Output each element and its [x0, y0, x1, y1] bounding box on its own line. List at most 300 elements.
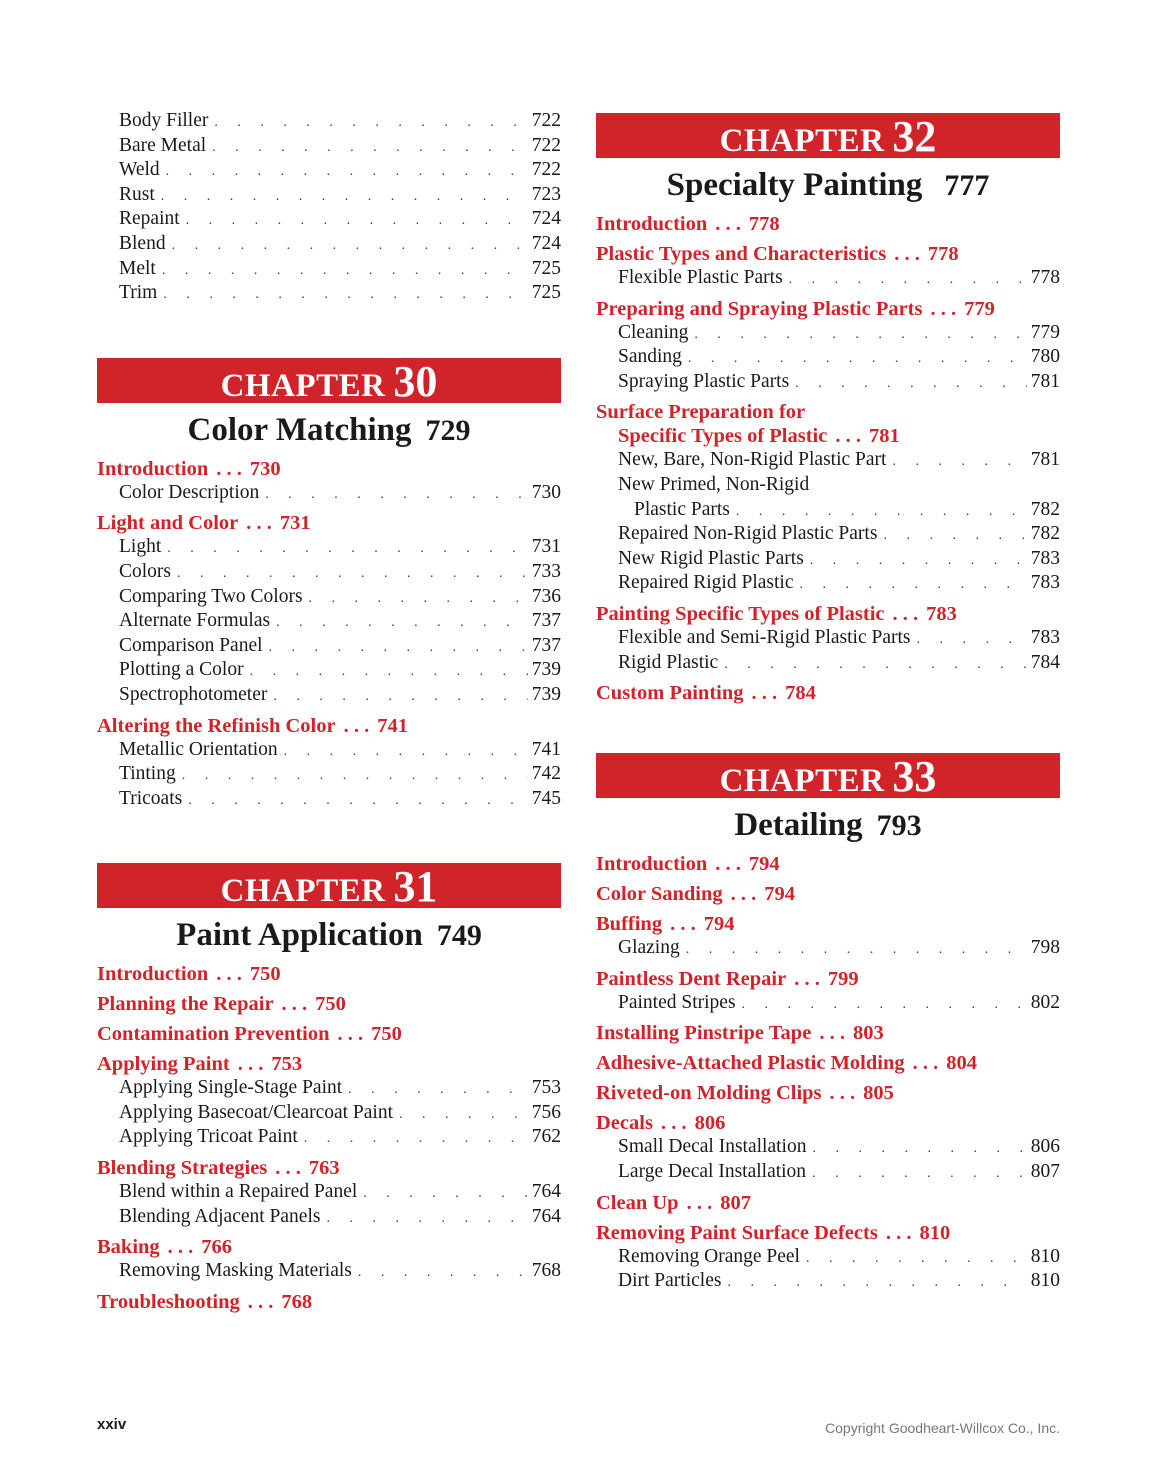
toc-entry[interactable]: [97, 609, 561, 634]
entry-page: 780: [1030, 346, 1060, 368]
entry-label: Applying Basecoat/Clearcoat Paint: [119, 1101, 394, 1123]
separator: . . .: [912, 1052, 939, 1075]
section-title: Introduction: [97, 963, 209, 986]
section-entries: [596, 991, 1060, 1016]
section-page: 741: [377, 714, 408, 737]
section-page: 778: [927, 243, 959, 265]
toc-entry[interactable]: [97, 1180, 561, 1205]
section-title: Adhesive-Attached Plastic Molding: [596, 1052, 905, 1075]
toc-entry[interactable]: [97, 560, 561, 585]
section-title: Preparing and Spraying Plastic Parts: [596, 297, 923, 320]
section-heading[interactable]: [596, 967, 1060, 991]
section-page: 750: [249, 963, 281, 986]
chapter-30-title[interactable]: [97, 410, 561, 451]
toc-entry[interactable]: [97, 683, 561, 708]
leader-dots: [348, 1078, 528, 1103]
entry-label: Spraying Plastic Parts: [618, 370, 790, 392]
entry-label: Flexible and Semi-Rigid Plastic Parts: [618, 626, 911, 648]
section-heading[interactable]: [97, 457, 561, 481]
section-title: Paintless Dent Repair: [596, 967, 787, 990]
section-title: Troubleshooting: [97, 1290, 240, 1313]
chapter-word: CHAPTER: [719, 763, 885, 800]
leader-dots: [789, 268, 1027, 293]
section-entries: [97, 738, 561, 812]
separator: . . .: [930, 297, 957, 320]
toc-entry[interactable]: [596, 651, 1060, 676]
toc-entry[interactable]: [596, 266, 1060, 291]
entry-label: Cleaning: [618, 321, 689, 343]
chapter-30-banner: [97, 356, 561, 406]
entry-label: Painted Stripes: [618, 991, 736, 1013]
entry-page: 756: [531, 1101, 561, 1123]
entry-page: 768: [531, 1260, 561, 1282]
toc-entry[interactable]: [97, 1076, 561, 1101]
entry-page: 733: [531, 560, 561, 582]
leader-dots: [795, 372, 1027, 397]
toc-entry[interactable]: [596, 1245, 1060, 1270]
leader-dots: [269, 636, 528, 661]
entry-label: Spectrophotometer: [119, 683, 268, 705]
section-page: 794: [764, 883, 796, 906]
chapter-31-banner: [97, 862, 561, 912]
entry-page: 764: [531, 1181, 561, 1203]
entry-label: Bare Metal: [119, 134, 207, 156]
separator: . . .: [337, 1023, 364, 1046]
entry-page: 782: [1030, 498, 1060, 520]
leader-dots: [177, 562, 528, 587]
separator: . . .: [835, 425, 861, 448]
leader-dots: [273, 685, 527, 710]
toc-entry[interactable]: [97, 1205, 561, 1230]
leader-dots: [916, 628, 1026, 653]
section-page: 783: [926, 602, 957, 625]
separator: . . .: [670, 913, 696, 936]
entry-label: Melt: [119, 257, 156, 279]
chapter-word: CHAPTER: [220, 873, 386, 910]
section-heading[interactable]: [97, 511, 561, 535]
section-heading[interactable]: [596, 212, 1060, 236]
toc-entry[interactable]: [97, 481, 561, 506]
entry-label: Comparing Two Colors: [119, 585, 303, 607]
chapter-number: 32: [892, 112, 937, 161]
separator: . . .: [794, 967, 820, 990]
section-title: Applying Paint: [97, 1053, 230, 1076]
section-title: Painting Specific Types of Plastic: [596, 602, 885, 625]
toc-entry[interactable]: [596, 345, 1060, 370]
entry-label: Rust: [119, 183, 155, 205]
section-title: Plastic Types and Characteristics: [596, 243, 887, 265]
entry-label: Color Description: [119, 481, 260, 503]
toc-entry-line1[interactable]: [596, 473, 1060, 498]
chapter-title-text: Detailing: [734, 807, 863, 844]
leader-dots: [276, 611, 528, 636]
entry-page: 741: [531, 738, 561, 760]
separator: . . .: [246, 512, 272, 535]
separator: . . .: [247, 1290, 274, 1313]
toc-entry[interactable]: [97, 634, 561, 659]
leader-dots: [161, 185, 528, 210]
section-heading[interactable]: [596, 1111, 1060, 1135]
toc-entry[interactable]: [596, 991, 1060, 1016]
separator: . . .: [829, 1082, 856, 1105]
section-title: Light and Color: [97, 512, 239, 535]
chapter-title-text: Specialty Painting: [666, 167, 923, 203]
toc-entry[interactable]: [596, 547, 1060, 572]
chapter-32-banner: [596, 112, 1060, 161]
leader-dots: [265, 483, 527, 508]
section-title: Altering the Refinish Color: [97, 714, 336, 737]
toc-entry[interactable]: [97, 134, 561, 159]
section-title: Installing Pinstripe Tape: [596, 1022, 812, 1045]
leader-dots: [812, 1137, 1026, 1162]
entry-page: 798: [1030, 937, 1060, 959]
entry-page: 764: [531, 1205, 561, 1227]
entry-label: Applying Single-Stage Paint: [119, 1077, 343, 1099]
entry-page: 807: [1030, 1160, 1060, 1182]
chapter-title-page: 793: [876, 809, 922, 843]
entry-label: Blend within a Repaired Panel: [119, 1181, 358, 1203]
leader-dots: [883, 524, 1026, 549]
chapter-title-page: 749: [436, 919, 482, 953]
leader-dots: [304, 1127, 528, 1152]
entry-page: 802: [1030, 991, 1060, 1013]
separator: . . .: [751, 682, 778, 705]
chapter-title-text: Paint Application: [176, 917, 423, 954]
section-heading[interactable]: [596, 912, 1060, 936]
section-entries: [596, 626, 1060, 675]
chapter-word: CHAPTER: [719, 123, 885, 159]
chapter-32-title[interactable]: [596, 165, 1060, 206]
entry-page: 722: [531, 110, 561, 131]
leader-dots: [162, 259, 528, 284]
leader-dots: [724, 653, 1027, 678]
separator: . . .: [730, 883, 757, 906]
leader-dots: [167, 537, 528, 562]
section-heading[interactable]: [596, 602, 1060, 626]
entry-label: Tricoats: [119, 787, 183, 809]
entry-page: 810: [1030, 1245, 1060, 1267]
section-entries: [596, 1245, 1060, 1294]
entry-page: 737: [531, 634, 561, 656]
separator: . . .: [216, 963, 242, 986]
section-heading[interactable]: [596, 1221, 1060, 1245]
section-title: Riveted-on Molding Clips: [596, 1082, 822, 1105]
entry-page: 762: [531, 1126, 561, 1148]
chapter-number: 31: [393, 862, 438, 912]
toc-entry[interactable]: [97, 232, 561, 257]
entry-page: 783: [1030, 547, 1060, 569]
toc-entry[interactable]: [596, 370, 1060, 395]
section-entries: [596, 1135, 1060, 1184]
chapter-number: 30: [393, 356, 438, 406]
leader-dots: [358, 1261, 528, 1286]
section-page: 768: [281, 1290, 313, 1313]
separator: . . .: [343, 714, 370, 737]
entry-page: 722: [531, 134, 561, 156]
section-heading[interactable]: [97, 962, 561, 986]
entry-page: 745: [531, 787, 561, 809]
entry-label: Rigid Plastic: [618, 651, 719, 673]
separator: . . .: [237, 1053, 264, 1076]
entry-page: 737: [531, 610, 561, 632]
toc-entry[interactable]: [97, 183, 561, 208]
section-title: Buffing: [596, 913, 663, 936]
entry-page: 723: [531, 183, 561, 205]
entry-page: 781: [1030, 449, 1060, 471]
section-heading[interactable]: [596, 1051, 1060, 1075]
separator: . . .: [167, 1236, 194, 1259]
leader-dots: [309, 587, 528, 612]
entry-page: 739: [531, 683, 561, 705]
entry-label: New, Bare, Non-Rigid Plastic Part: [618, 449, 887, 471]
section-entries: [596, 321, 1060, 395]
chapter-31-title[interactable]: [97, 915, 561, 956]
leader-dots: [686, 938, 1027, 963]
entry-label: Small Decal Installation: [618, 1136, 807, 1158]
copyright-notice: Copyright Goodheart-Willcox Co., Inc.: [825, 1420, 1060, 1436]
section-entries: [97, 1259, 561, 1284]
toc-entry[interactable]: [97, 762, 561, 787]
section-heading[interactable]: [97, 1290, 561, 1314]
section-heading[interactable]: [596, 852, 1060, 876]
separator: . . .: [660, 1112, 687, 1135]
section-entries: [596, 266, 1060, 291]
entry-label: Colors: [119, 560, 172, 582]
entry-label: Repaired Rigid Plastic: [618, 572, 794, 594]
section-heading[interactable]: [97, 992, 561, 1016]
entry-page: 779: [1030, 321, 1060, 343]
leader-dots: [326, 1207, 527, 1232]
chapter-33-title[interactable]: [596, 805, 1060, 846]
toc-entry[interactable]: [596, 936, 1060, 961]
entry-page: 722: [531, 159, 561, 181]
separator: . . .: [715, 853, 741, 876]
entry-label: Plastic Parts: [634, 498, 730, 520]
leader-dots: [727, 1271, 1026, 1296]
separator: . . .: [894, 243, 920, 265]
entry-label: Removing Masking Materials: [119, 1260, 352, 1282]
separator: . . .: [281, 993, 308, 1016]
section-heading[interactable]: [97, 1052, 561, 1076]
entry-label: Body Filler: [119, 110, 209, 131]
section-page: 806: [694, 1112, 726, 1135]
leader-dots: [688, 347, 1027, 372]
leader-dots: [694, 323, 1026, 348]
section-page: 804: [946, 1052, 977, 1075]
section-page: 778: [748, 213, 780, 235]
toc-entry[interactable]: [596, 1160, 1060, 1185]
leader-dots: [188, 789, 528, 814]
entry-label: Sanding: [618, 346, 682, 368]
toc-entry-line2[interactable]: [596, 498, 1060, 523]
section-entries: [97, 481, 561, 506]
entry-page: 782: [1030, 523, 1060, 545]
page-number: xxiv: [97, 1416, 127, 1433]
toc-entry[interactable]: [97, 1101, 561, 1126]
section-page: 805: [863, 1082, 894, 1105]
section-page: 794: [703, 913, 735, 936]
section-title: Planning the Repair: [97, 993, 274, 1016]
section-page: 784: [785, 682, 816, 705]
toc-entry[interactable]: [97, 281, 561, 306]
leader-dots: [214, 111, 527, 136]
section-page: 766: [201, 1236, 233, 1259]
section-heading-line2[interactable]: [596, 424, 1060, 448]
entry-label: Flexible Plastic Parts: [618, 267, 783, 288]
section-title: Custom Painting: [596, 682, 744, 705]
chapter-title-text: Color Matching: [187, 411, 412, 448]
section-title: Decals: [596, 1112, 653, 1135]
entry-label: Removing Orange Peel: [618, 1245, 800, 1267]
entry-label: Blend: [119, 232, 166, 254]
section-page: 810: [919, 1221, 951, 1244]
entry-label: Large Decal Installation: [618, 1160, 807, 1182]
section-title: Introduction: [97, 457, 209, 480]
leader-dots: [892, 450, 1026, 475]
top-entry-list: [97, 109, 561, 306]
section-page: 781: [868, 425, 900, 448]
section-heading-line1[interactable]: [596, 400, 1060, 424]
entry-page: 731: [531, 536, 561, 558]
chapter-title-page: 729: [425, 413, 471, 447]
toc-entry[interactable]: [596, 626, 1060, 651]
leader-dots: [284, 740, 528, 765]
separator: . . .: [892, 602, 919, 625]
entry-page: 783: [1030, 626, 1060, 648]
toc-entry[interactable]: [97, 1125, 561, 1150]
entry-page: 810: [1030, 1270, 1060, 1292]
separator: . . .: [885, 1221, 912, 1244]
leader-dots: [399, 1103, 528, 1128]
section-page: 730: [249, 457, 281, 480]
entry-label: Repaired Non-Rigid Plastic Parts: [618, 523, 878, 545]
separator: . . .: [715, 213, 741, 235]
section-page: 731: [279, 512, 311, 535]
toc-entry[interactable]: [596, 321, 1060, 346]
separator: . . .: [819, 1022, 845, 1045]
section-page: 779: [964, 297, 995, 320]
entry-label: Glazing: [618, 937, 680, 959]
section-entries: [97, 535, 561, 707]
toc-entry[interactable]: [97, 257, 561, 282]
toc-entry[interactable]: [596, 522, 1060, 547]
entry-label: Metallic Orientation: [119, 738, 278, 760]
section-page: 803: [852, 1022, 884, 1045]
entry-label: Light: [119, 536, 162, 558]
section-title: Clean Up: [596, 1191, 679, 1214]
section-title: Removing Paint Surface Defects: [596, 1221, 878, 1244]
section-page: 763: [308, 1157, 340, 1180]
entry-label: Dirt Particles: [618, 1270, 722, 1292]
entry-label: Plotting a Color: [119, 659, 244, 681]
section-heading[interactable]: [596, 1021, 1060, 1045]
toc-entry[interactable]: [97, 1259, 561, 1284]
entry-label: New Rigid Plastic Parts: [618, 547, 804, 569]
entry-label: Comparison Panel: [119, 634, 263, 656]
chapter-number: 33: [892, 752, 937, 802]
entry-label: Blending Adjacent Panels: [119, 1205, 321, 1227]
section-title: Specific Types of Plastic: [618, 425, 828, 448]
entry-page: 730: [531, 481, 561, 503]
entry-label: Alternate Formulas: [119, 610, 271, 632]
section-page: 799: [827, 967, 859, 990]
toc-entry[interactable]: [596, 1135, 1060, 1160]
section-title: Contamination Prevention: [97, 1023, 330, 1046]
section-heading[interactable]: [97, 714, 561, 738]
toc-entry[interactable]: [97, 787, 561, 812]
section-heading[interactable]: [97, 1156, 561, 1180]
section-title: Introduction: [596, 853, 708, 876]
section-heading[interactable]: [596, 882, 1060, 906]
toc-entry[interactable]: [97, 738, 561, 763]
entry-page: 739: [531, 659, 561, 681]
section-entries: [596, 522, 1060, 596]
entry-page: 724: [531, 208, 561, 230]
entry-label: New Primed, Non-Rigid: [618, 473, 810, 495]
chapter-33-banner: [596, 752, 1060, 802]
toc-entry[interactable]: [97, 535, 561, 560]
toc-entry[interactable]: [97, 585, 561, 610]
entry-page: 753: [531, 1077, 561, 1099]
section-heading[interactable]: [596, 1081, 1060, 1105]
entry-label: Repaint: [119, 208, 180, 230]
entry-label: Weld: [119, 159, 160, 181]
toc-entry[interactable]: [596, 1269, 1060, 1294]
leader-dots: [172, 234, 528, 259]
section-heading[interactable]: [596, 297, 1060, 321]
section-heading[interactable]: [97, 1235, 561, 1259]
section-entries: [97, 1180, 561, 1229]
leader-dots: [166, 160, 528, 185]
leader-dots: [363, 1182, 527, 1207]
entry-page: 783: [1030, 572, 1060, 594]
toc-entry[interactable]: [97, 158, 561, 183]
entry-page: 778: [1030, 267, 1060, 288]
toc-entry[interactable]: [97, 207, 561, 232]
entry-page: 742: [531, 763, 561, 785]
separator: . . .: [275, 1157, 301, 1180]
leader-dots: [810, 549, 1027, 574]
toc-entry[interactable]: [596, 448, 1060, 473]
leader-dots: [186, 209, 528, 234]
entry-page: 806: [1030, 1136, 1060, 1158]
toc-entry[interactable]: [596, 571, 1060, 596]
section-entries: [97, 1076, 561, 1150]
entry-label: Trim: [119, 282, 158, 304]
section-entries: [596, 936, 1060, 961]
section-page: 794: [748, 853, 780, 876]
chapter-title-page: 777: [944, 169, 990, 202]
leader-dots: [212, 136, 528, 161]
section-heading[interactable]: [596, 681, 1060, 705]
separator: . . .: [686, 1191, 713, 1214]
section-heading[interactable]: [596, 242, 1060, 266]
section-page: 753: [271, 1053, 303, 1076]
leader-dots: [812, 1162, 1027, 1187]
section-heading[interactable]: [97, 1022, 561, 1046]
leader-dots: [182, 764, 528, 789]
section-title: Color Sanding: [596, 883, 723, 906]
leader-dots: [163, 283, 527, 308]
leader-dots: [799, 573, 1026, 598]
section-title: Baking: [97, 1236, 160, 1259]
toc-entry[interactable]: [97, 109, 561, 134]
entry-page: 725: [531, 282, 561, 304]
toc-entry[interactable]: [97, 658, 561, 683]
section-heading[interactable]: [596, 1191, 1060, 1215]
left-column: [97, 109, 561, 1314]
section-title: Blending Strategies: [97, 1157, 268, 1180]
